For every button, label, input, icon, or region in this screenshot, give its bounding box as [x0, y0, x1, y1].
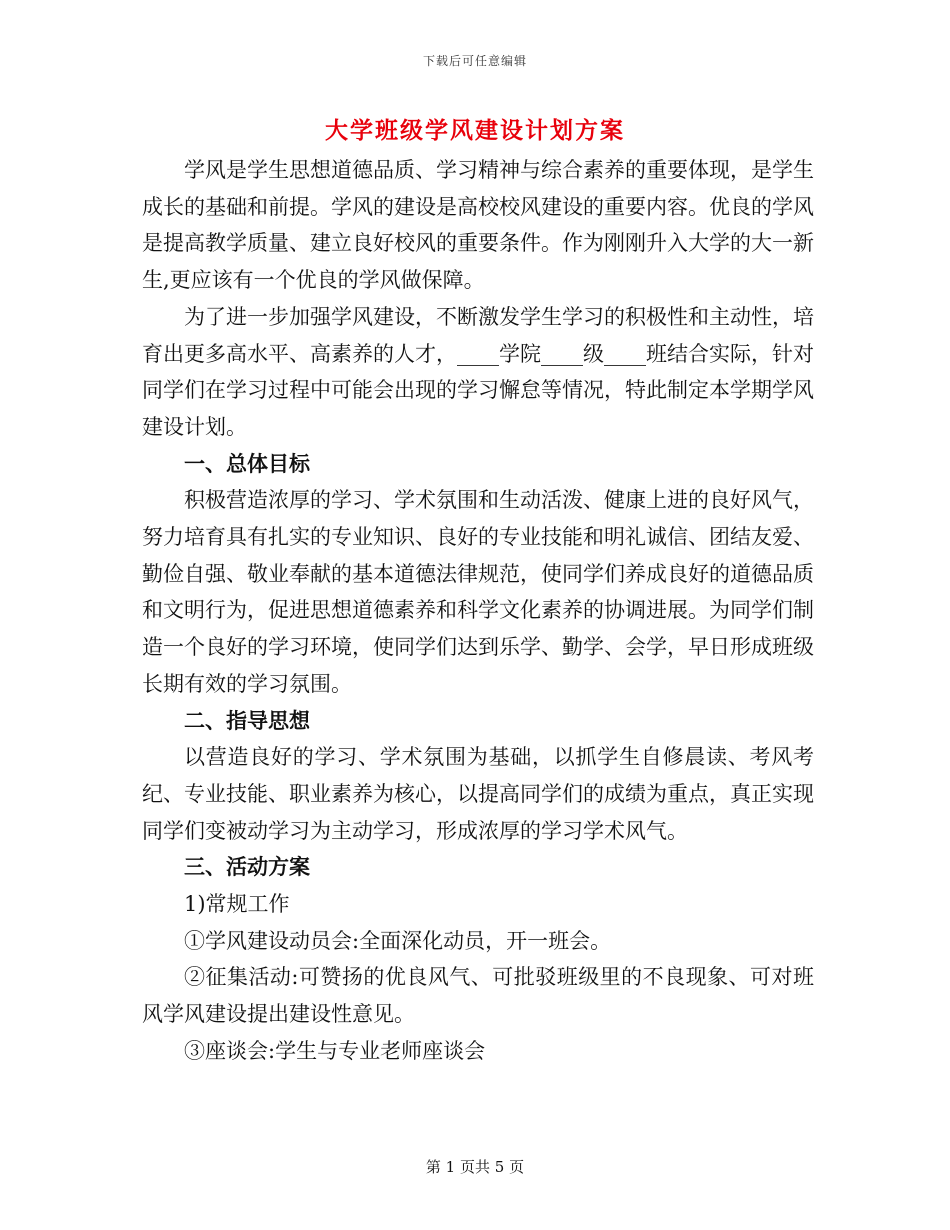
section-heading-guidance: 二、指导思想	[184, 708, 310, 733]
intro-paragraph-1: 学风是学生思想道德品质、学习精神与综合素养的重要体现，是学生成长的基础和前提。学风的建设是高校校风建设的重要内容。优良的学风是提高教学质量、建立良好校风的重要条件。作为刚刚升入大学的大一新生,更应该有一个优良的学风做保障。	[142, 158, 814, 293]
activity-item: ③座谈会:学生与专业老师座谈会	[184, 1038, 486, 1063]
section-text-guidance: 以营造良好的学习、学术氛围为基础，以抓学生自修晨读、考风考纪、专业技能、职业素养为核心，以提高同学们的成绩为重点，真正实现同学们变被动学习为主动学习，形成浓厚的学习学术风气。	[142, 745, 814, 843]
section-text-goals: 积极营造浓厚的学习、学术氛围和生动活泼、健康上进的良好风气，努力培育具有扎实的专业知识、良好的专业技能和明礼诚信、团结友爱、勤俭自强、敬业奉献的基本道德法律规范，使同学们养成良好的道德品质和文明行为，促进思想道德素养和科学文化素养的协调进展。为同学们制造一个良好的学习环境，使同学们达到乐学、勤学、会学，早日形成班级长期有效的学习氛围。	[142, 488, 814, 696]
intro-paragraph-2: 为了进一步加强学风建设，不断激发学生学习的积极性和主动性，培育出更多高水平、高素养的人才，____学院____级____班结合实际，针对同学们在学习过程中可能会出现的学习懈怠等情况，特此制定本学期学风建设计划。	[142, 304, 814, 439]
section-heading-goals: 一、总体目标	[184, 451, 310, 476]
document-body	[142, 152, 814, 1070]
page-header-note: 下载后可任意编辑	[422, 54, 527, 68]
activity-item: 1)常规工作	[184, 892, 290, 917]
activity-item: ②征集活动:可赞扬的优良风气、可批驳班级里的不良现象、可对班风学风建设提出建设性意见。	[142, 965, 814, 1027]
page-footer-number: 第 1 页共 5 页	[425, 1158, 525, 1176]
activity-item: ①学风建设动员会:全面深化动员，开一班会。	[184, 928, 612, 953]
document-title: 大学班级学风建设计划方案	[325, 117, 625, 144]
section-heading-activities: 三、活动方案	[184, 855, 310, 880]
